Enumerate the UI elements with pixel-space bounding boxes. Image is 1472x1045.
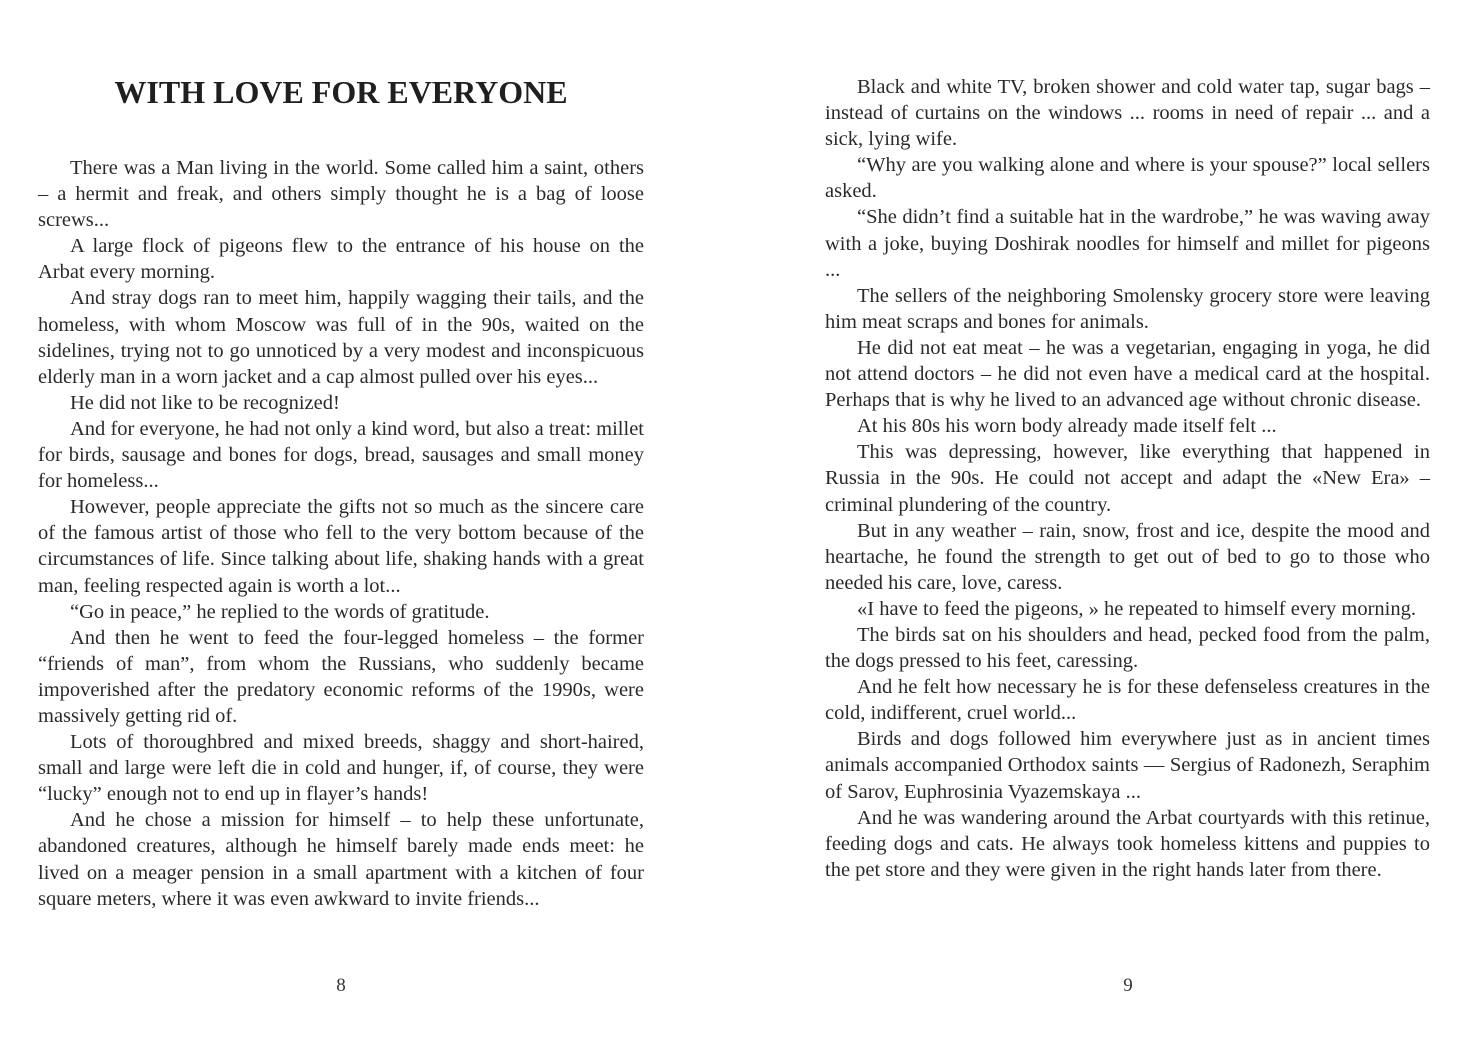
- paragraph: “Go in peace,” he replied to the words of gratitude.: [70, 600, 490, 623]
- paragraph: And for everyone, he had not only a kind word, but also a treat: millet for birds, sausage and bones for dogs, bread, sausages and small money for homeless...: [38, 417, 644, 493]
- paragraph: And he felt how necessary he is for these defenseless creatures in the cold, indifferent, cruel world...: [825, 676, 1430, 725]
- paragraph: There was a Man living in the world. Some called him a saint, others – a hermit and freak, and others simply thought he is a bag of loose screws...: [38, 157, 644, 232]
- paragraph: Black and white TV, broken shower and cold water tap, sugar bags – instead of curtains on the windows ... rooms in need of repair ... and a sick, lying wife.: [825, 76, 1430, 151]
- left-page-text: [38, 155, 644, 912]
- paragraph: The birds sat on his shoulders and head, pecked food from the palm, the dogs pressed to his feet, caressing.: [825, 623, 1430, 673]
- paragraph: He did not like to be recognized!: [70, 391, 340, 414]
- right-page-text: [825, 74, 1430, 883]
- paragraph: “She didn’t find a suitable hat in the wardrobe,” he was waving away with a joke, buying Doshirak noodles for himself and millet for pigeons ...: [825, 206, 1430, 281]
- paragraph: «I have to feed the pigeons, » he repeated to himself every morning.: [857, 597, 1417, 620]
- paragraph: Birds and dogs followed him everywhere just as in ancient times animals accompanied Orthodox saints — Sergius of Radonezh, Seraphim of Sarov, Euphrosinia Vyazemskaya ...: [825, 728, 1430, 803]
- paragraph: “Why are you walking alone and where is your spouse?” local sellers asked.: [825, 154, 1430, 203]
- paragraph: He did not eat meat – he was a vegetarian, engaging in yoga, he did not attend doctors – he did not even have a medical card at the hospital. Perhaps that is why he lived to an advanced age without chronic disease.: [825, 336, 1430, 412]
- page-number-left: 8: [336, 975, 346, 996]
- paragraph: But in any weather – rain, snow, frost and ice, despite the mood and heartache, he found the strength to get out of bed to go to those who needed his care, love, caress.: [825, 519, 1430, 594]
- paragraph: And stray dogs ran to meet him, happily wagging their tails, and the homeless, with whom Moscow was full of in the 90s, waited on the sidelines, trying not to go unnoticed by a very modest and inconspicuous elderly man in a worn jacket and a cap almost pulled over his eyes...: [38, 287, 644, 388]
- paragraph: And then he went to feed the four-legged homeless – the former “friends of man”, from whom the Russians, who suddenly became impoverished after the predatory economic reforms of the 1990s, were massively getting rid of.: [38, 626, 644, 727]
- chapter-title: WITH LOVE FOR EVERYONE: [114, 74, 568, 110]
- paragraph: At his 80s his worn body already made itself felt ...: [857, 415, 1277, 438]
- paragraph: However, people appreciate the gifts not so much as the sincere care of the famous artist of those who fell to the very bottom because of the circumstances of life. Since talking about life, shaking hands with a great man, feeling respected again is worth a lot...: [38, 496, 644, 597]
- paragraph: And he chose a mission for himself – to help these unfortunate, abandoned creatures, although he himself barely made ends meet: he lived on a meager pension in a small apartment with a kitchen of four square meters, where it was even awkward to invite friends...: [38, 809, 644, 910]
- paragraph: A large flock of pigeons flew to the entrance of his house on the Arbat every morning.: [38, 235, 644, 284]
- paragraph: Lots of thoroughbred and mixed breeds, shaggy and short-haired, small and large were left die in cold and hunger, if, of course, they were “lucky” enough not to end up in flayer’s hands!: [38, 731, 644, 806]
- paragraph: And he was wandering around the Arbat courtyards with this retinue, feeding dogs and cats. He always took homeless kittens and puppies to the pet store and they were given in the right hands later from there.: [825, 806, 1430, 881]
- paragraph: The sellers of the neighboring Smolensky grocery store were leaving him meat scraps and bones for animals.: [825, 284, 1430, 333]
- paragraph: This was depressing, however, like everything that happened in Russia in the 90s. He could not accept and adapt the «New Era» – criminal plundering of the country.: [825, 441, 1430, 516]
- right-page: [736, 0, 1472, 1045]
- page-number-right: 9: [1123, 975, 1133, 996]
